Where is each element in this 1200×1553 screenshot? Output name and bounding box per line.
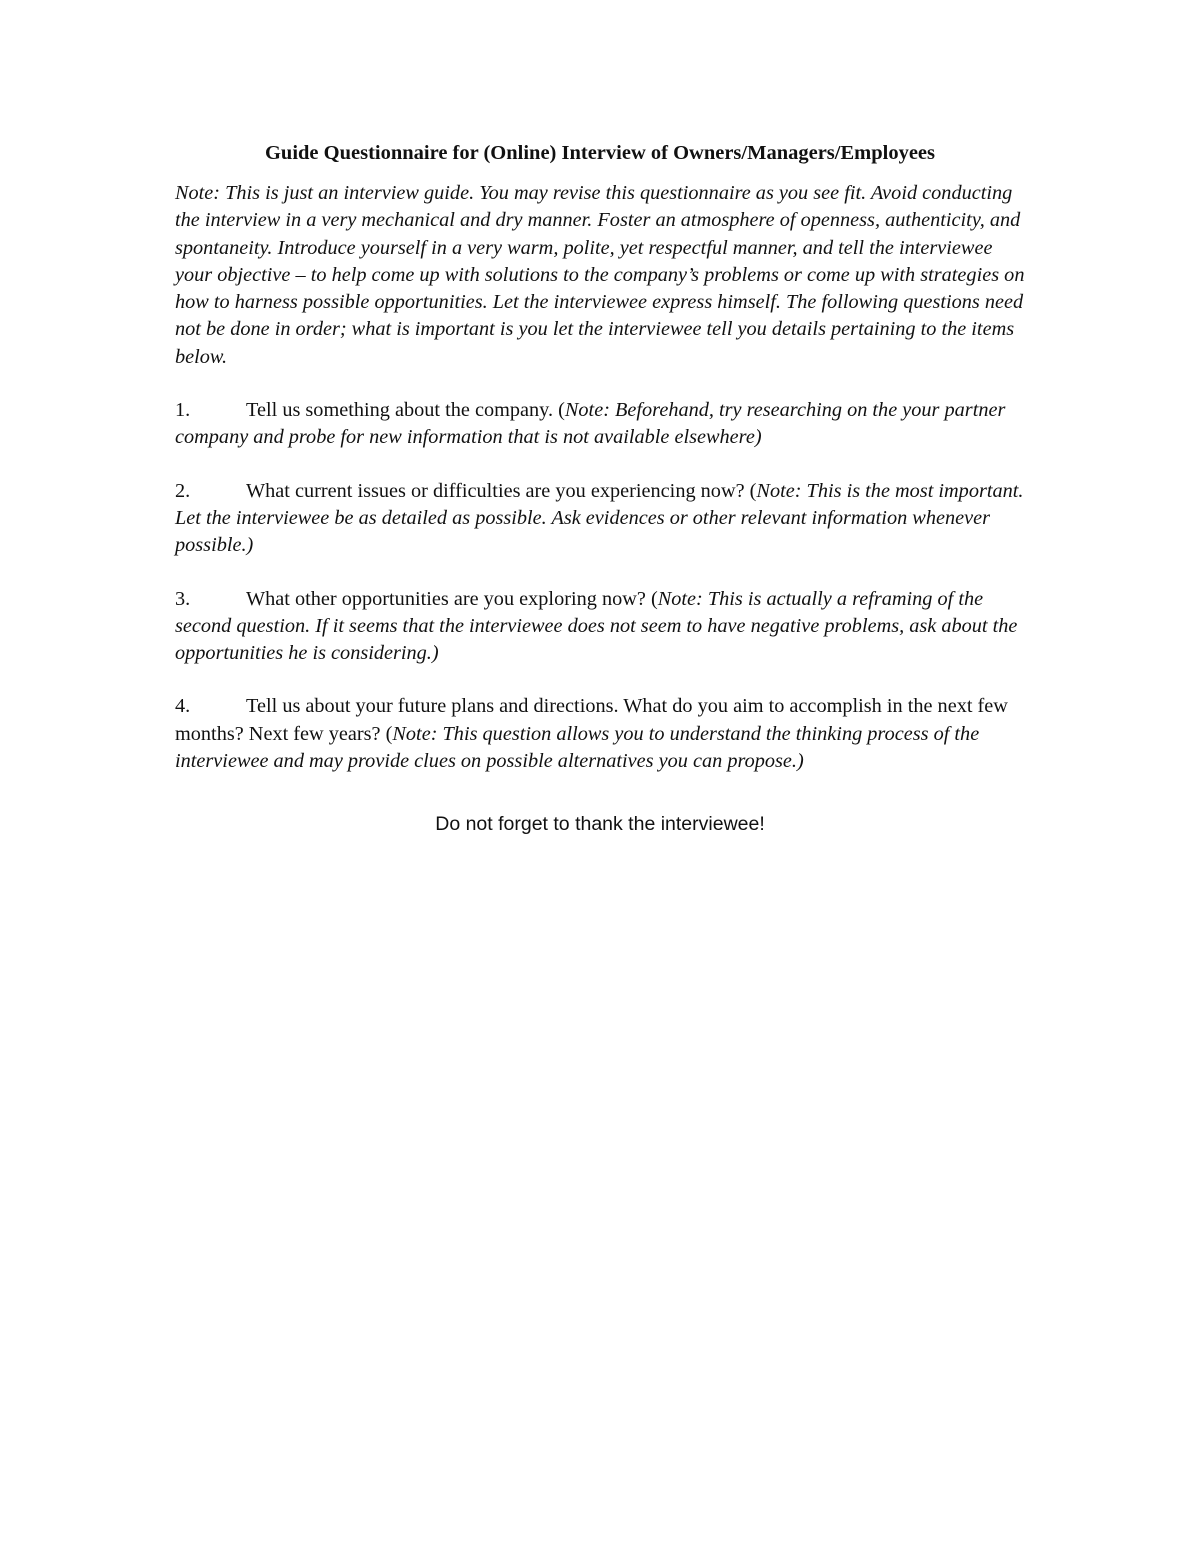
document-page [175, 138, 1025, 839]
intro-note: Note: This is just an interview guide. You may revise this questionnaire as you see fit. Avoid conducting the interview in a very mechanical and dry manner. Foster an atmosphere of openness, authenticity, and spontaneity. Introduce yourself in a very warm, polite, yet respectful manner, and tell the interviewee your objective – to help come up with solutions to the company’s problems or come up with strategies on how to harness possible opportunities. Let the interviewee express himself. The following questions need not be done in order; what is important is you let the interviewee tell you details pertaining to the items below. [175, 182, 1025, 368]
question-number: 1. [175, 399, 191, 422]
question-item-3 [175, 586, 1025, 668]
question-text: Tell us something about the company. ( [246, 399, 565, 422]
question-number: 2. [175, 479, 191, 502]
question-text: Tell us about your future plans and directions. What do you aim to accomplish in the next few months? Next few years? ( [175, 695, 1008, 745]
closing-reminder: Do not forget to thank the interviewee! [435, 813, 765, 836]
question-item-4 [175, 693, 1025, 775]
question-note: Note: This question allows you to understand the thinking process of the interviewee and may provide clues on possible alternatives you can propose.) [175, 722, 980, 773]
question-note: Note: This is actually a reframing of the second question. If it seems that the interviewee does not seem to have negative problems, ask about the opportunities he is considering.) [175, 587, 1018, 665]
question-item-2 [175, 478, 1025, 560]
document-title: Guide Questionnaire for (Online) Interview of Owners/Managers/Employees [264, 142, 935, 164]
question-note: Note: Beforehand, try researching on the your partner company and probe for new information that is not available elsewhere) [175, 399, 1006, 449]
question-text: What current issues or difficulties are you experiencing now? ( [246, 479, 757, 502]
question-text: What other opportunities are you exploring now? ( [246, 587, 658, 610]
question-note: Note: This is the most important. Let the interviewee be as detailed as possible. Ask evidences or other relevant information whenever possible.) [175, 479, 1024, 557]
question-number: 4. [175, 695, 191, 718]
question-number: 3. [175, 587, 191, 610]
question-item-1 [175, 397, 1025, 452]
